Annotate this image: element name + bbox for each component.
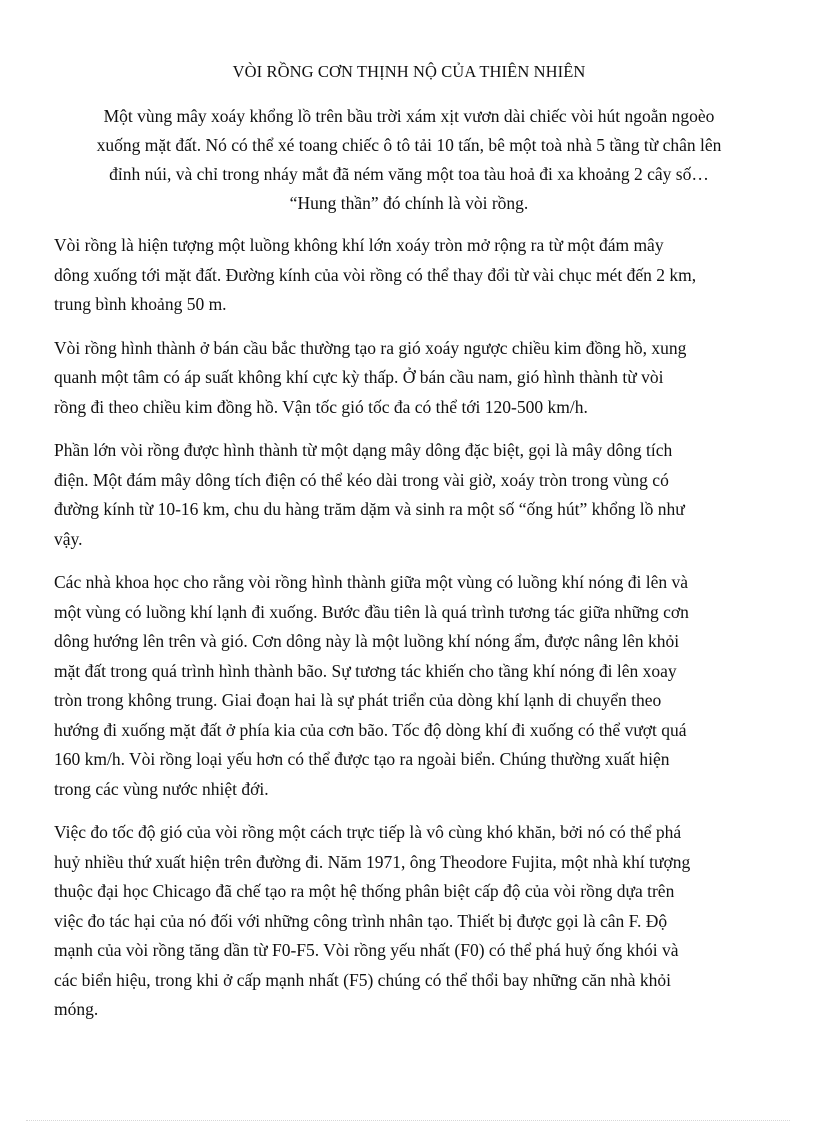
intro-line: đỉnh núi, và chỉ trong nháy mắt đã ném văng một toa tàu hoả đi xa khoảng 2 cây số… (109, 164, 709, 184)
document-page (54, 62, 764, 1039)
text-line: huỷ nhiều thứ xuất hiện trên đường đi. Năm 1971, ông Theodore Fujita, một nhà khí tượng (54, 851, 691, 872)
text-line: Việc đo tốc độ gió của vòi rồng một cách trực tiếp là vô cùng khó khăn, bởi nó có thể phá (54, 822, 682, 842)
intro-line: xuống mặt đất. Nó có thể xé toang chiếc ô tô tải 10 tấn, bê một toà nhà 5 tầng từ chân lên (96, 135, 722, 155)
paragraph-formation (54, 568, 764, 804)
intro-line: Một vùng mây xoáy khổng lồ trên bầu trời xám xịt vươn dài chiếc vòi hút ngoằn ngoèo (103, 106, 715, 126)
intro-line: “Hung thần” đó chính là vòi rồng. (289, 193, 529, 213)
document-title: VÒI RỒNG CƠN THỊNH NỘ CỦA THIÊN NHIÊN (232, 62, 586, 81)
text-line: thuộc đại học Chicago đã chế tạo ra một hệ thống phân biệt cấp độ của vòi rồng dựa trên (54, 881, 675, 901)
text-line: dông hướng lên trên và gió. Cơn dông này là một luồng khí nóng ẩm, được nâng lên khỏi (54, 631, 680, 651)
page-bottom-divider (26, 1120, 790, 1121)
paragraph-definition (54, 231, 764, 320)
text-line: rồng đi theo chiều kim đồng hồ. Vận tốc gió tốc đa có thể tới 120-500 km/h. (54, 396, 588, 417)
text-line: một vùng có luồng khí lạnh đi xuống. Bước đầu tiên là quá trình tương tác giữa những cơn (54, 601, 689, 622)
text-line: hướng đi xuống mặt đất ở phía kia của cơn bão. Tốc độ dòng khí đi xuống có thể vượt quá (54, 719, 687, 740)
text-line: trong các vùng nước nhiệt đới. (54, 778, 269, 799)
text-line: việc đo tác hại của nó đối với những công trình nhân tạo. Thiết bị được gọi là cân F. Độ (54, 910, 668, 931)
text-line: mạnh của vòi rồng tăng dần từ F0-F5. Vòi rồng yếu nhất (F0) có thể phá huỷ ống khói và (54, 940, 679, 960)
text-line: 160 km/h. Vòi rồng loại yếu hơn có thể được tạo ra ngoài biển. Chúng thường xuất hiện (54, 749, 670, 769)
text-line: các biển hiệu, trong khi ở cấp mạnh nhất (F5) chúng có thể thổi bay những căn nhà khỏi (54, 969, 671, 990)
text-line: Phần lớn vòi rồng được hình thành từ một dạng mây dông đặc biệt, gọi là mây dông tích (54, 440, 673, 460)
text-line: điện. Một đám mây dông tích điện có thể kéo dài trong vài giờ, xoáy tròn trong vùng có (54, 469, 669, 490)
text-line: móng. (54, 999, 99, 1019)
text-line: dông xuống tới mặt đất. Đường kính của vòi rồng có thể thay đổi từ vài chục mét đến 2 km, (54, 264, 697, 285)
text-line: mặt đất trong quá trình hình thành bão. Sự tương tác khiến cho tầng khí nóng đi lên xoay (54, 660, 677, 681)
intro-paragraph (54, 102, 764, 218)
text-line: đường kính từ 10-16 km, chu du hàng trăm dặm và sinh ra một số “ống hút” khổng lồ như (54, 499, 685, 519)
paragraph-hemispheres (54, 334, 764, 423)
text-line: vậy. (54, 528, 83, 549)
text-line: quanh một tâm có áp suất không khí cực kỳ thấp. Ở bán cầu nam, gió hình thành từ vòi (54, 367, 664, 387)
text-line: Các nhà khoa học cho rằng vòi rồng hình thành giữa một vùng có luồng khí nóng đi lên và (54, 572, 689, 592)
text-line: Vòi rồng là hiện tượng một luồng không khí lớn xoáy tròn mở rộng ra từ một đám mây (54, 235, 664, 255)
text-line: Vòi rồng hình thành ở bán cầu bắc thường tạo ra gió xoáy ngược chiều kim đồng hồ, xung (54, 337, 687, 358)
text-line: tròn trong không trung. Giai đoạn hai là sự phát triển của dòng khí lạnh di chuyển theo (54, 690, 662, 710)
text-line: trung bình khoảng 50 m. (54, 294, 227, 314)
paragraph-fujita-scale (54, 818, 764, 1025)
paragraph-supercell (54, 436, 764, 554)
